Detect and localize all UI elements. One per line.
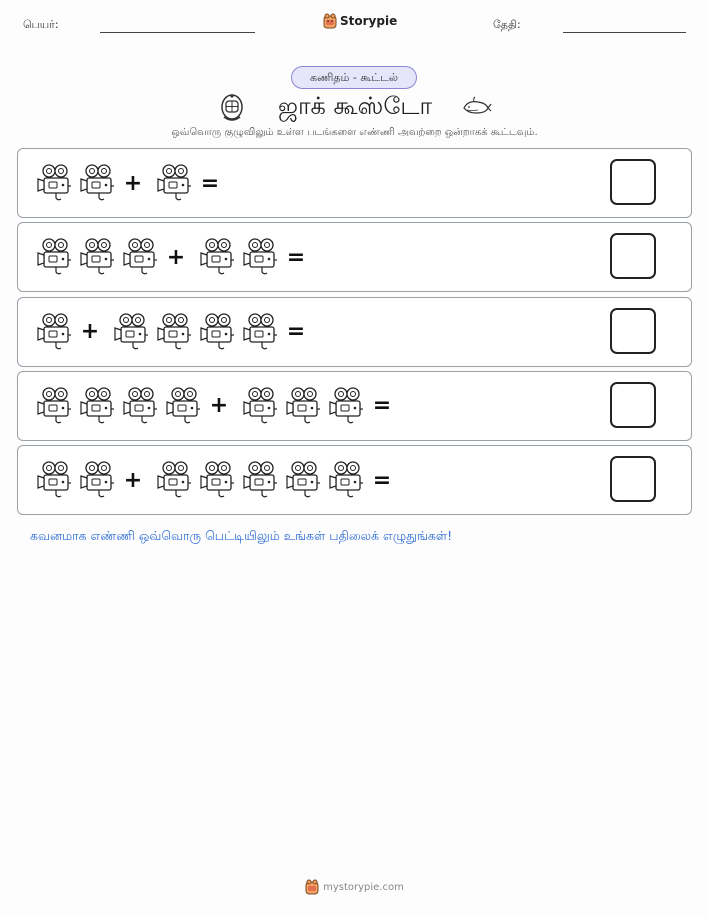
- name-write-line[interactable]: [100, 32, 255, 33]
- film-camera-icon: [36, 163, 73, 203]
- problem-row: [17, 222, 692, 292]
- film-camera-icon: [328, 386, 365, 426]
- problem-items: [36, 372, 393, 440]
- film-camera-icon: [242, 386, 279, 426]
- film-camera-icon: [199, 312, 236, 352]
- film-camera-icon: [328, 460, 365, 500]
- footer: [0, 879, 709, 899]
- worksheet-header: [0, 0, 709, 50]
- answer-box[interactable]: [610, 159, 656, 205]
- plus-sign: +: [209, 393, 229, 419]
- film-camera-icon: [79, 237, 116, 277]
- problem-items: [36, 223, 307, 291]
- film-camera-icon: [199, 237, 236, 277]
- film-camera-icon: [122, 386, 159, 426]
- film-camera-icon: [242, 312, 279, 352]
- film-camera-icon: [36, 312, 73, 352]
- film-camera-icon: [285, 460, 322, 500]
- date-write-line[interactable]: [563, 32, 686, 33]
- film-camera-icon: [36, 237, 73, 277]
- problem-row: [17, 148, 692, 218]
- film-camera-icon: [242, 237, 279, 277]
- film-camera-icon: [199, 460, 236, 500]
- film-camera-icon: [242, 460, 279, 500]
- answer-box[interactable]: [610, 233, 656, 279]
- problem-items: [36, 149, 221, 217]
- date-label: தேதி:: [493, 18, 521, 31]
- film-camera-icon: [79, 460, 116, 500]
- problem-items: [36, 446, 393, 514]
- film-camera-icon: [156, 163, 193, 203]
- film-camera-icon: [79, 163, 116, 203]
- film-camera-icon: [165, 386, 202, 426]
- page-title: ஜாக் கூஸ்டோ: [277, 92, 433, 120]
- answer-box[interactable]: [610, 382, 656, 428]
- storypie-logo-icon: [305, 879, 319, 895]
- equals-sign: =: [286, 319, 306, 345]
- answer-box[interactable]: [610, 456, 656, 502]
- film-camera-icon: [36, 460, 73, 500]
- plus-sign: +: [123, 170, 143, 196]
- film-camera-icon: [156, 312, 193, 352]
- equals-sign: =: [200, 170, 220, 196]
- title-row: [0, 90, 709, 124]
- diving-helmet-icon: [219, 93, 245, 123]
- name-label: பெயர்:: [23, 18, 59, 31]
- equals-sign: =: [372, 393, 392, 419]
- film-camera-icon: [122, 237, 159, 277]
- equals-sign: =: [286, 244, 306, 270]
- footer-url[interactable]: mystorypie.com: [323, 881, 404, 893]
- brand: [323, 13, 397, 29]
- plus-sign: +: [80, 319, 100, 345]
- film-camera-icon: [113, 312, 150, 352]
- film-camera-icon: [79, 386, 116, 426]
- problem-row: [17, 297, 692, 367]
- film-camera-icon: [285, 386, 322, 426]
- whale-icon: [462, 96, 492, 118]
- film-camera-icon: [36, 386, 73, 426]
- problem-items: [36, 298, 307, 366]
- plus-sign: +: [123, 467, 143, 493]
- instructions: ஒவ்வொரு குழுவிலும் உள்ள படங்களை எண்ணி அவற்றை ஒன்றாகக் கூட்டவும்.: [171, 127, 538, 138]
- problem-row: [17, 445, 692, 515]
- brand-name: Storypie: [340, 14, 398, 28]
- equals-sign: =: [372, 467, 392, 493]
- answer-box[interactable]: [610, 308, 656, 354]
- film-camera-icon: [156, 460, 193, 500]
- problem-row: [17, 371, 692, 441]
- storypie-logo-icon: [323, 13, 337, 29]
- subject-badge: கணிதம் - கூட்டல்: [291, 66, 417, 89]
- plus-sign: +: [166, 244, 186, 270]
- footer-note: கவனமாக எண்ணி ஒவ்வொரு பெட்டியிலும் உங்கள் பதிலைக் எழுதுங்கள்!: [30, 528, 453, 543]
